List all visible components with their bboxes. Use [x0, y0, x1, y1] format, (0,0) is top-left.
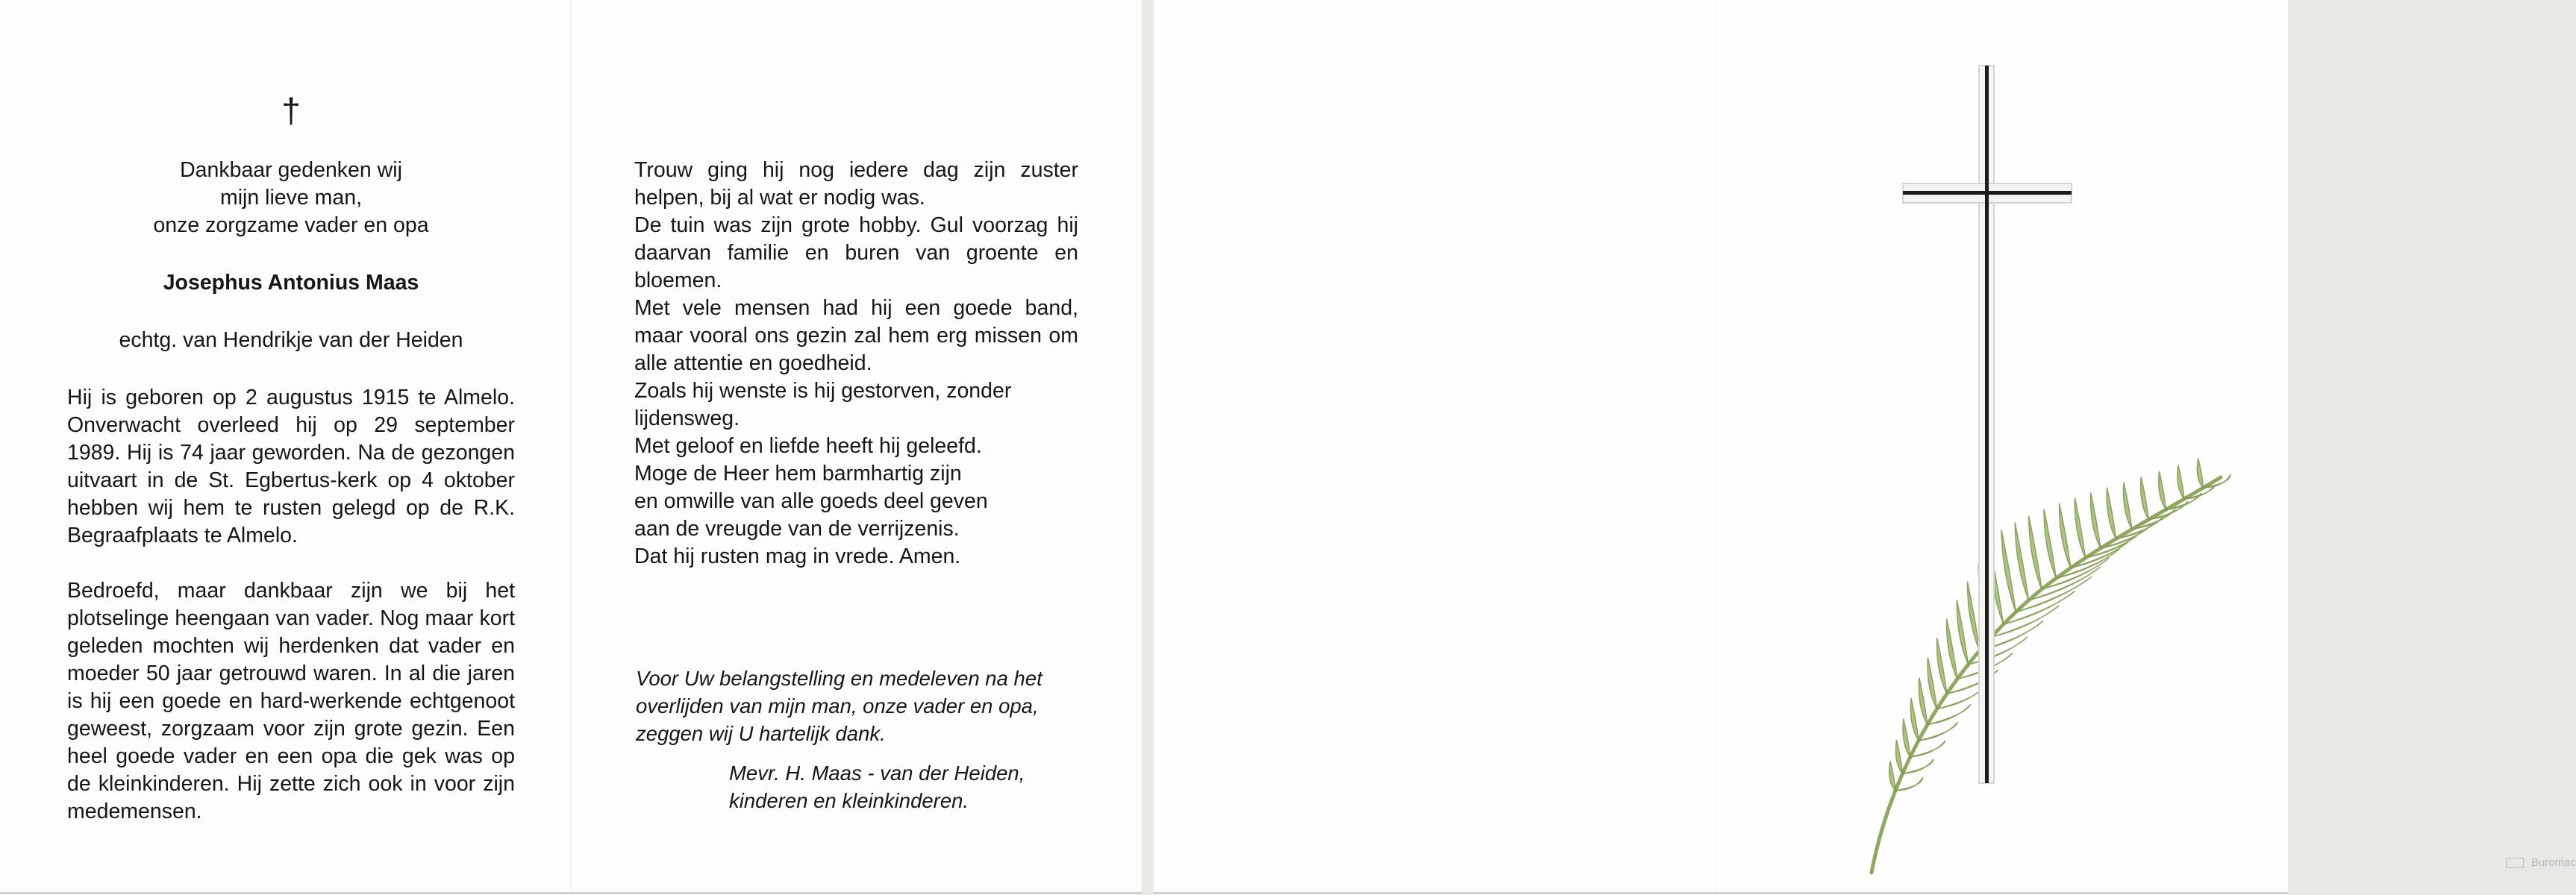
palm-leaflet: [2001, 530, 2016, 612]
palm-leaflet: [1947, 618, 1957, 679]
palm-leaflet: [1919, 678, 1927, 725]
cross-palm-illustration: [1154, 0, 2288, 895]
palm-leaflet: [1903, 719, 1910, 757]
palm-leaflet: [1957, 600, 1968, 665]
palm-leaflet: [2123, 483, 2131, 530]
intro-line: mijn lieve man,: [219, 186, 363, 210]
card-edge: [1154, 892, 2288, 894]
text-line: Met vele mensen had hij een goede band, maar vooral ons gezin zal hem erg missen om alle attentie en goedheid.: [634, 296, 1078, 375]
palm-leaflet: [2060, 503, 2071, 568]
intro-line: onze zorgzame vader en opa: [153, 213, 429, 237]
palm-leaflet: [1889, 761, 1895, 791]
palm-leaflet: [2090, 492, 2100, 548]
right-column: [634, 157, 1078, 571]
text-line: De tuin was zijn grote hobby. Gul voorzag hij daarvan familie en buren van groente en bloemen.: [634, 213, 1078, 292]
intro: [67, 157, 515, 239]
biography-paragraph: Hij is geboren op 2 augustus 1915 te Almelo. Onverwacht overleed hij op 29 september 1989. Hij is 74 jaar geworden. Na de gezongen uitvaart in de St. Egbertus-kerk op 4 oktober hebben wij hem te rusten gelegd op de R.K. Begraafplaats te Almelo.: [67, 386, 515, 547]
cross-symbol: †: [281, 91, 301, 130]
palm-leaflet: [2197, 459, 2203, 488]
fold-line: [570, 0, 572, 895]
text-line: Zoals hij wenste is hij gestorven, zonder lijdensweg.: [634, 379, 1012, 430]
palm-leaflet: [1928, 658, 1936, 709]
intro-line: Dankbaar gedenken wij: [180, 158, 402, 182]
card-edge: [0, 892, 1142, 894]
printer-name: Buromac: [2531, 856, 2576, 869]
palm-leaflet: [2015, 522, 2028, 600]
thanks-text: Voor Uw belangstelling en medeleven na het overlijden van mijn man, onze vader en opa, zeggen wij U hartelijk dank.: [636, 667, 1042, 745]
palm-leaflet: [2141, 477, 2149, 519]
palm-leaflet: [1937, 638, 1947, 694]
text-line: en omwille van alle goeds deel geven: [634, 489, 988, 513]
spouse-line: echtg. van Hendrikje van der Heiden: [119, 328, 463, 352]
signature-line: kinderen en kleinkinderen.: [729, 789, 969, 812]
card-inside: [0, 0, 1142, 895]
palm-leaflet: [1895, 740, 1902, 773]
palm-branch-icon: [1872, 459, 2230, 873]
text-line: Moge de Heer hem barmhartig zijn: [634, 462, 962, 486]
left-column: [67, 157, 515, 826]
palm-leaflet: [2044, 509, 2056, 579]
deceased-name: Josephus Antonius Maas: [163, 271, 419, 295]
palm-leaflet: [2029, 516, 2042, 589]
palm-leaflet: [2178, 465, 2184, 499]
card-cover: [1154, 0, 2576, 895]
tribute-paragraph: Bedroefd, maar dankbaar zijn we bij het plotselinge heengaan van vader. Nog maar kort geleden mochten wij herdenken dat vader en moeder 50 jaar getrouwd waren. In al die jaren is hij een goede en hard-werkende echtgenoot geweest, zorgzaam voor zijn grote gezin. Een heel goede vader en een opa die gek was op de kleinkinderen. Hij zette zich ook in voor zijn medemensen.: [67, 579, 515, 823]
text-line: Met geloof en liefde heeft hij geleefd.: [634, 434, 982, 458]
printer-logo-icon: [2506, 858, 2524, 868]
palm-leaflet: [2107, 487, 2116, 538]
palm-leaflet: [1967, 582, 1979, 651]
signature-line: Mevr. H. Maas - van der Heiden,: [729, 761, 1025, 785]
text-line: Dat hij rusten mag in vrede. Amen.: [634, 544, 961, 568]
palm-leaflet: [2075, 497, 2085, 558]
printer-mark: [2506, 856, 2576, 869]
text-line: aan de vreugde van de verrijzenis.: [634, 517, 960, 541]
text-line: Trouw ging hij nog iedere dag zijn zuster helpen, bij al wat er nodig was.: [634, 158, 1078, 210]
thanks-block: [636, 665, 1084, 814]
signature: [729, 759, 1084, 814]
palm-leaflet: [1910, 698, 1919, 741]
palm-leaflet: [2159, 471, 2166, 509]
